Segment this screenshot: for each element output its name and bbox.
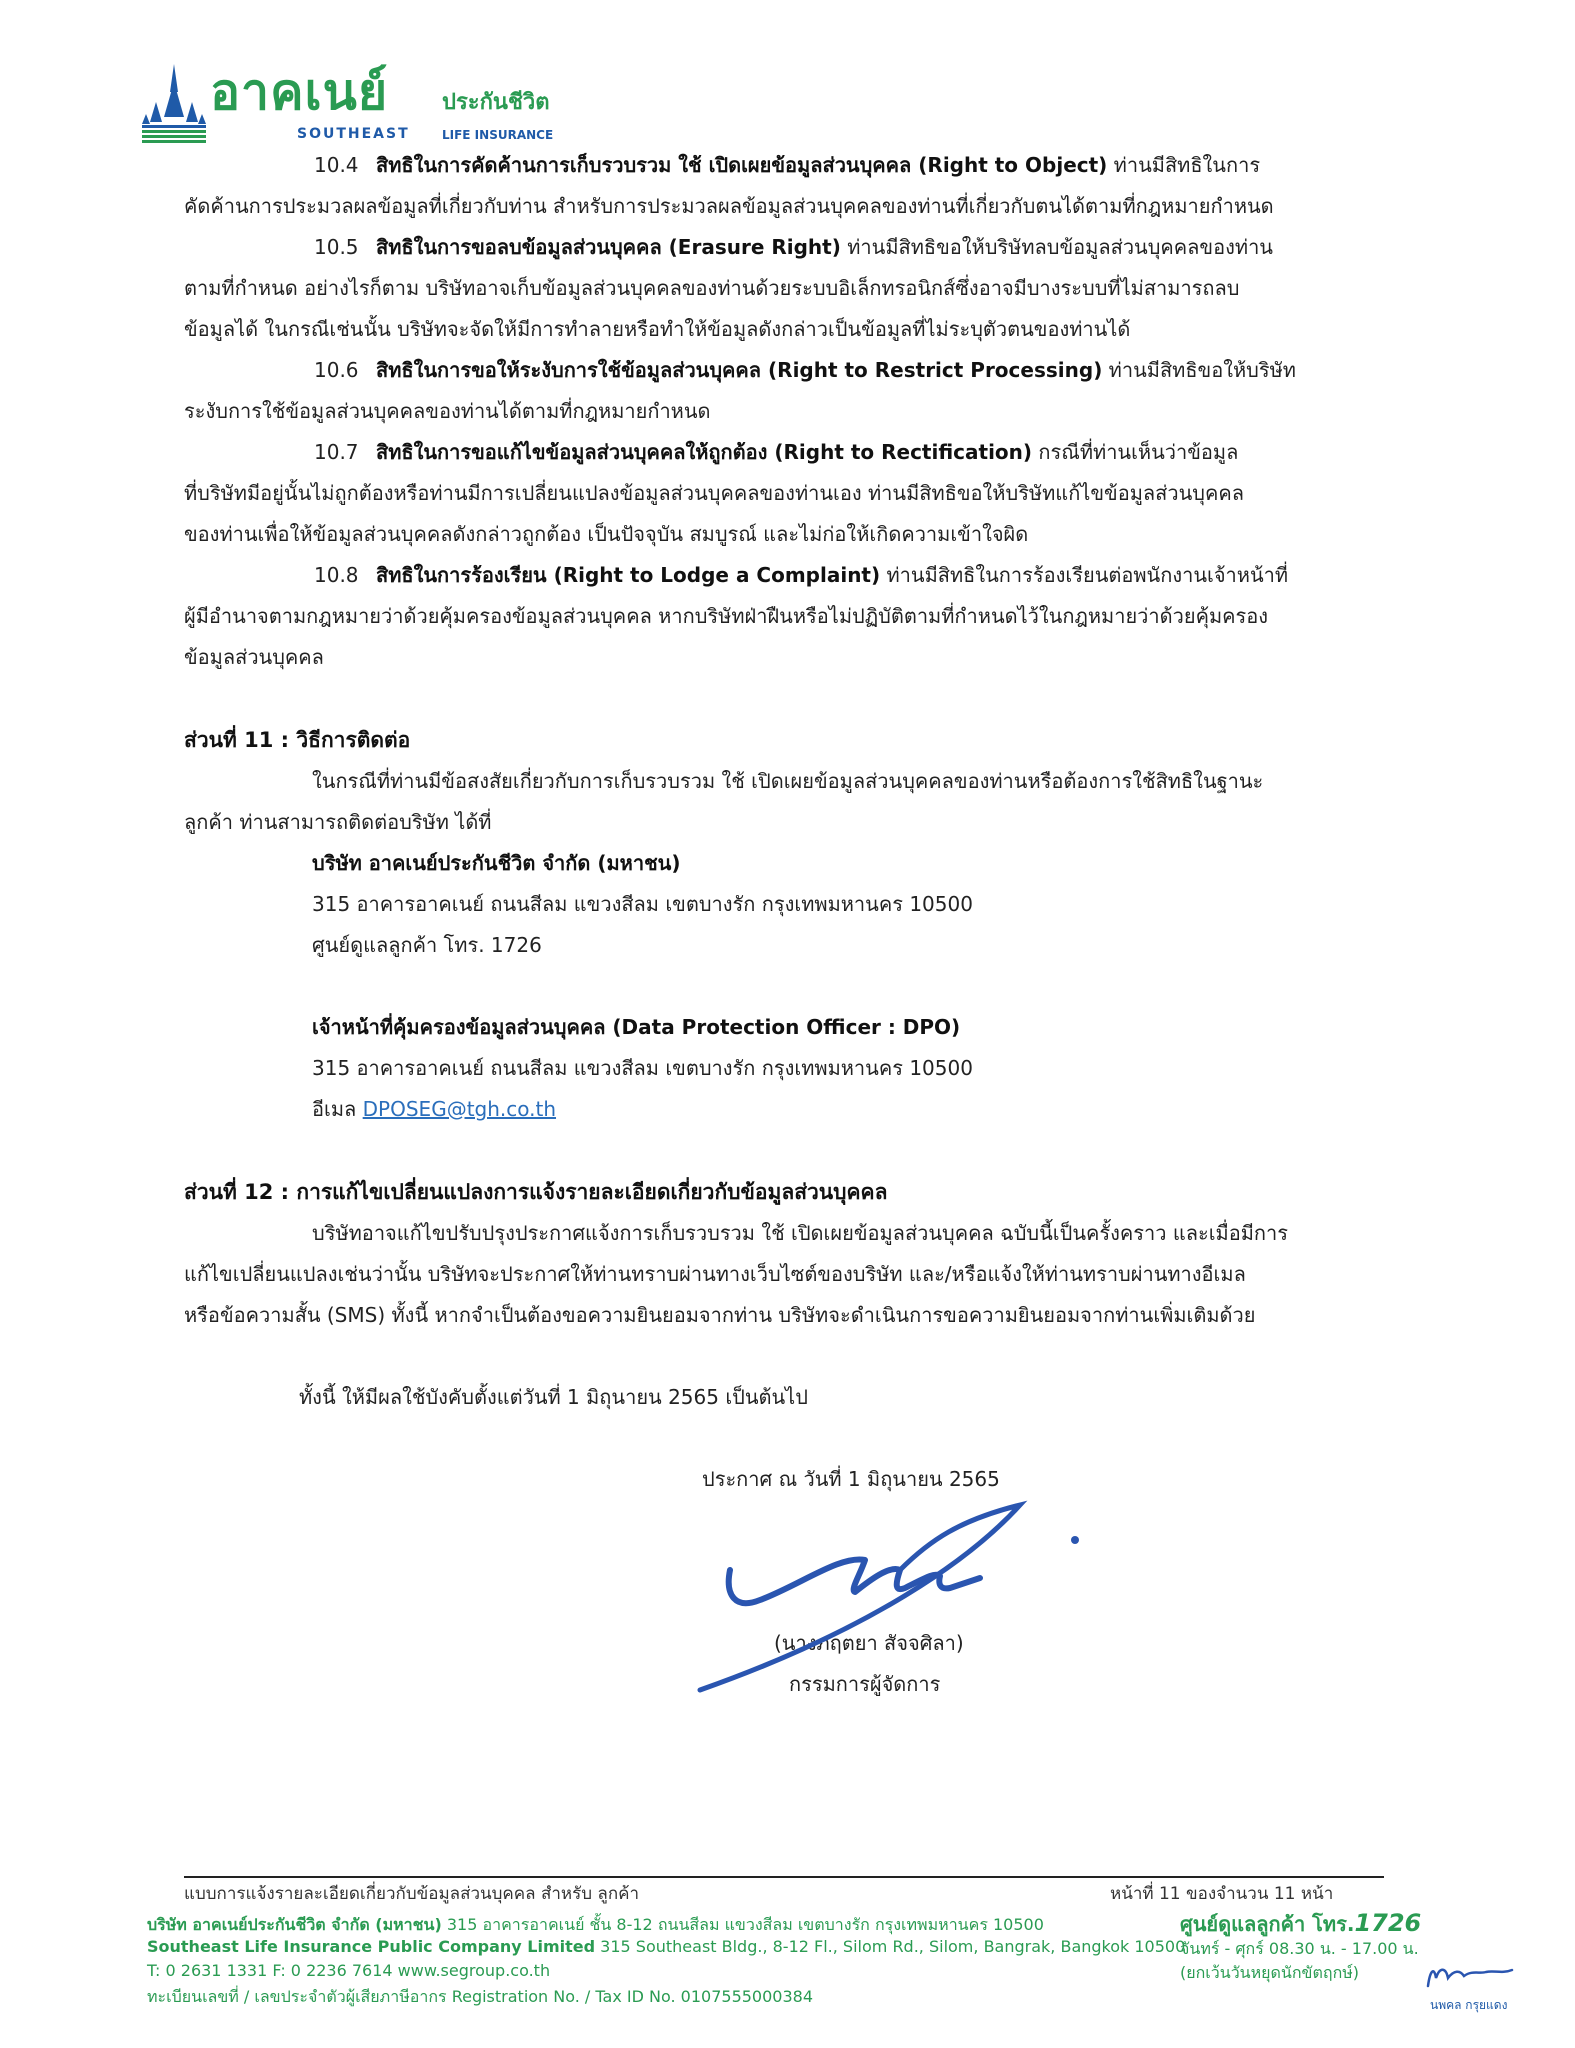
logo-en-sub-text: LIFE INSURANCE [442, 128, 554, 142]
paragraph-line: ของท่านเพื่อให้ข้อมูลส่วนบุคคลดังกล่าวถูกต้อง เป็นปัจจุบัน สมบูรณ์ และไม่ก่อให้เกิดความเข้าใจผิด [184, 522, 1029, 546]
footer-hours: จันทร์ - ศุกร์ 08.30 น. - 17.00 น. [1180, 1939, 1419, 1958]
footer-registration: ทะเบียนเลขที่ / เลขประจำตัวผู้เสียภาษีอากร Registration No. / Tax ID No. 0107555000384 [147, 1987, 813, 2006]
section-11-heading: ส่วนที่ 11 : วิธีการติดต่อ [184, 728, 411, 752]
footer-company-th-address: 315 อาคารอาคเนย์ ชั้น 8-12 ถนนสีลม แขวงสีลม เขตบางรัก กรุงเทพมหานคร 10500 [441, 1915, 1044, 1934]
dpo-email-link[interactable]: DPOSEG@tgh.co.th [362, 1097, 557, 1121]
paragraph-line: ในกรณีที่ท่านมีข้อสงสัยเกี่ยวกับการเก็บรวบรวม ใช้ เปิดเผยข้อมูลส่วนบุคคลของท่านหรือต้องการใช้สิทธิในฐานะ [312, 769, 1264, 793]
announcement-date: ประกาศ ณ วันที่ 1 มิถุนายน 2565 [702, 1467, 1000, 1491]
paragraph-title: สิทธิในการขอลบข้อมูลส่วนบุคคล (Erasure Right) [376, 235, 841, 259]
logo-thai-sub-text: ประกันชีวิต [442, 90, 550, 115]
logo-thai-text: อาคเนย์ [210, 63, 389, 121]
signature-image [690, 1500, 1090, 1700]
paragraph-line: แก้ไขเปลี่ยนแปลงเช่นว่านั้น บริษัทจะประกาศให้ท่านทราบผ่านทางเว็บไซต์ของบริษัท และ/หรือแจ้งให้ท่านทราบผ่านทางอีเมล [184, 1262, 1246, 1286]
paragraph-title: สิทธิในการขอให้ระงับการใช้ข้อมูลส่วนบุคคล (Right to Restrict Processing) [376, 358, 1103, 382]
paragraph-text: ท่านมีสิทธิในการร้องเรียนต่อพนักงานเจ้าหน้าที่ [880, 563, 1289, 587]
customer-care-phone: ศูนย์ดูแลลูกค้า โทร. 1726 [312, 933, 542, 957]
paragraph-10-4 [314, 150, 1260, 180]
paragraph-line: คัดค้านการประมวลผลข้อมูลที่เกี่ยวกับท่าน สำหรับการประมวลผลข้อมูลส่วนบุคคลของท่านที่เกี่ยวกับตนได้ตามที่กฎหมายกำหนด [184, 194, 1274, 218]
footer-company-en-name: Southeast Life Insurance Public Company Limited [147, 1937, 596, 1956]
paragraph-10-6 [314, 355, 1296, 385]
paragraph-number: 10.8 [314, 563, 359, 587]
paragraph-text: ท่านมีสิทธิขอให้บริษัท [1102, 358, 1296, 382]
paragraph-number: 10.5 [314, 235, 359, 259]
paragraph-10-8 [314, 560, 1288, 590]
temple-logo-icon [142, 62, 206, 144]
paragraph-line: ผู้มีอำนาจตามกฎหมายว่าด้วยคุ้มครองข้อมูลส่วนบุคคล หากบริษัทฝ่าฝืนหรือไม่ปฏิบัติตามที่กำหนดไว้ในกฎหมายว่าด้วยคุ้มครอง [184, 604, 1269, 628]
paragraph-number: 10.7 [314, 440, 359, 464]
paragraph-line: หรือข้อความสั้น (SMS) ทั้งนี้ หากจำเป็นต้องขอความยินยอมจากท่าน บริษัทจะดำเนินการขอความยินยอมจากท่านเพิ่มเติมด้วย [184, 1303, 1256, 1327]
footer-customer-care [1180, 1908, 1421, 1940]
company-address: 315 อาคารอาคเนย์ ถนนสีลม แขวงสีลม เขตบางรัก กรุงเทพมหานคร 10500 [312, 892, 973, 916]
dpo-address: 315 อาคารอาคเนย์ ถนนสีลม แขวงสีลม เขตบางรัก กรุงเทพมหานคร 10500 [312, 1056, 973, 1080]
section-12-heading: ส่วนที่ 12 : การแก้ไขเปลี่ยนแปลงการแจ้งรายละเอียดเกี่ยวกับข้อมูลส่วนบุคคล [184, 1180, 888, 1204]
email-label: อีเมล [312, 1097, 363, 1121]
footer-divider [184, 1876, 1384, 1878]
company-logo [142, 62, 562, 152]
footer-care-number: 1726 [1354, 1909, 1422, 1937]
paragraph-title: สิทธิในการคัดค้านการเก็บรวบรวม ใช้ เปิดเผยข้อมูลส่วนบุคคล (Right to Object) [376, 153, 1108, 177]
footer-holiday-note: (ยกเว้นวันหยุดนักขัตฤกษ์) [1180, 1963, 1360, 1982]
signer-name: (นางภฤตยา สัจจศิลา) [774, 1631, 964, 1655]
dpo-email-line [312, 1094, 556, 1124]
effective-date: ทั้งนี้ ให้มีผลใช้บังคับตั้งแต่วันที่ 1 มิถุนายน 2565 เป็นต้นไป [299, 1385, 808, 1409]
paragraph-line: บริษัทอาจแก้ไขปรับปรุงประกาศแจ้งการเก็บรวบรวม ใช้ เปิดเผยข้อมูลส่วนบุคคล ฉบับนี้เป็นครั้งคราว และเมื่อมีการ [312, 1221, 1289, 1245]
footer-company-th [147, 1913, 1044, 1938]
dpo-title: เจ้าหน้าที่คุ้มครองข้อมูลส่วนบุคคล (Data Protection Officer : DPO) [312, 1015, 961, 1039]
footer-company-en-address: 315 Southeast Bldg., 8-12 Fl., Silom Rd., Silom, Bangrak, Bangkok 10500 [595, 1937, 1186, 1956]
paragraph-line: ลูกค้า ท่านสามารถติดต่อบริษัท ได้ที่ [184, 810, 492, 834]
footer-page-info: หน้าที่ 11 ของจำนวน 11 หน้า [1110, 1884, 1334, 1904]
initials-signature-image [1420, 1956, 1520, 1996]
paragraph-number: 10.4 [314, 153, 359, 177]
paragraph-line: ข้อมูลได้ ในกรณีเช่นนั้น บริษัทจะจัดให้มีการทำลายหรือทำให้ข้อมูลดังกล่าวเป็นข้อมูลที่ไม่ระบุตัวตนของท่านได้ [184, 317, 1131, 341]
paragraph-text: ท่านมีสิทธิขอให้บริษัทลบข้อมูลส่วนบุคคลของท่าน [840, 235, 1273, 259]
logo-en-text: SOUTHEAST [297, 126, 410, 142]
paragraph-text: ท่านมีสิทธิในการ [1107, 153, 1261, 177]
paragraph-number: 10.6 [314, 358, 359, 382]
company-name: บริษัท อาคเนย์ประกันชีวิต จำกัด (มหาชน) [312, 851, 681, 875]
signer-title: กรรมการผู้จัดการ [789, 1672, 941, 1696]
paragraph-10-5 [314, 232, 1273, 262]
paragraph-line: ระงับการใช้ข้อมูลส่วนบุคคลของท่านได้ตามที่กฎหมายกำหนด [184, 399, 711, 423]
footer-care-label: ศูนย์ดูแลลูกค้า โทร. [1180, 1912, 1355, 1936]
paragraph-line: ตามที่กำหนด อย่างไรก็ตาม บริษัทอาจเก็บข้อมูลส่วนบุคคลของท่านด้วยระบบอิเล็กทรอนิกส์ซึ่งอาจมีบางระบบที่ไม่สามารถลบ [184, 276, 1240, 300]
paragraph-line: ที่บริษัทมีอยู่นั้นไม่ถูกต้องหรือท่านมีการเปลี่ยนแปลงข้อมูลส่วนบุคคลของท่านเอง ท่านมีสิทธิขอให้บริษัทแก้ไขข้อมูลส่วนบุคคล [184, 481, 1244, 505]
paragraph-title: สิทธิในการขอแก้ไขข้อมูลส่วนบุคคลให้ถูกต้อง (Right to Rectification) [376, 440, 1033, 464]
footer-form-title: แบบการแจ้งรายละเอียดเกี่ยวกับข้อมูลส่วนบุคคล สำหรับ ลูกค้า [184, 1884, 640, 1904]
paragraph-text: กรณีที่ท่านเห็นว่าข้อมูล [1032, 440, 1239, 464]
paragraph-title: สิทธิในการร้องเรียน (Right to Lodge a Complaint) [376, 563, 881, 587]
initials-name: นพคล กรุยแดง [1430, 1998, 1508, 2012]
footer-company-th-name: บริษัท อาคเนย์ประกันชีวิต จำกัด (มหาชน) [147, 1915, 442, 1934]
paragraph-10-7 [314, 437, 1238, 467]
footer-contact: T: 0 2631 1331 F: 0 2236 7614 www.segroup.co.th [147, 1961, 551, 1980]
paragraph-line: ข้อมูลส่วนบุคคล [184, 645, 324, 669]
footer-company-en [147, 1937, 1185, 1956]
